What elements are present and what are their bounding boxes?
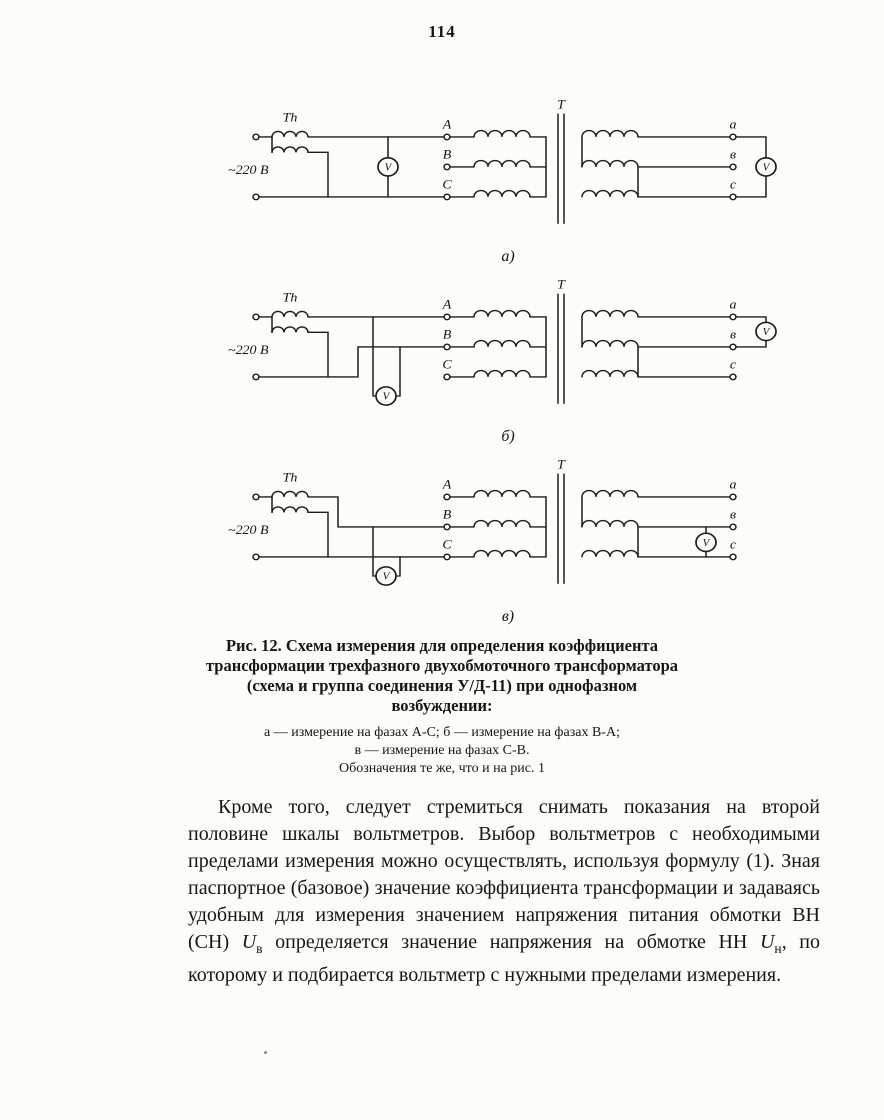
phase-a-label: А (442, 477, 452, 492)
phase-b-label: В (442, 147, 452, 162)
notes-line: в — измерение на фазах С-В. (354, 743, 530, 758)
phase-c-label: С (442, 357, 452, 372)
voltmeter-left-label: V (382, 392, 390, 403)
diagram-b-wiring (253, 294, 766, 403)
diagram-v-label: в) (501, 608, 515, 625)
figure-12 (0, 96, 884, 778)
secondary-c-label: с (729, 177, 737, 192)
notes-line: а — измерение на фазах А-С; б — измерение на фазах В-А; (264, 725, 620, 740)
secondary-a-label: а (729, 477, 737, 492)
caption-line: Рис. 12. Схема измерения для определения коэффициента (225, 636, 659, 655)
phase-b-label: В (442, 507, 452, 522)
diagram-v-wiring (253, 474, 736, 583)
figure-caption (0, 636, 884, 716)
secondary-c-label: с (729, 357, 737, 372)
diagram-block-a (228, 96, 788, 266)
core-label: Т (557, 97, 565, 112)
u-n-symbol: U (759, 931, 775, 953)
secondary-b-label: в (729, 147, 737, 162)
autotransformer-label: Тh (282, 110, 298, 125)
voltmeter-right-icon (756, 322, 776, 340)
phase-c-label: С (442, 537, 452, 552)
caption-line: (схема и группа соединения У/Д-11) при однофазном (246, 676, 638, 695)
voltmeter-right-icon (756, 158, 776, 176)
circuit-diagram-v (228, 456, 788, 606)
supply-label: ~220 В (228, 162, 269, 178)
u-v-symbol: U (241, 931, 257, 953)
circuit-diagram-a (228, 96, 788, 246)
voltmeter-left-icon (376, 387, 396, 405)
supply-label: ~220 В (228, 342, 269, 358)
voltmeter-right-label: V (702, 538, 710, 549)
supply-label: ~220 В (228, 522, 269, 538)
body-part2: определяется значение напряжения на обмотке НН (262, 931, 760, 953)
caption-line: возбуждении: (391, 696, 493, 715)
circuit-diagram-b (228, 276, 788, 426)
autotransformer-label: Тh (282, 470, 298, 485)
voltmeter-left-label: V (382, 572, 390, 583)
notes-line: Обозначения те же, что и на рис. 1 (338, 761, 545, 776)
body-part3: , по которому и подбирается вольтметр с нужными пределами измерения. (188, 931, 820, 986)
core-label: Т (557, 457, 565, 472)
autotransformer-label: Тh (282, 290, 298, 305)
u-n-subscript: н (774, 941, 782, 956)
phase-a-label: А (442, 297, 452, 312)
diagram-a-wiring (253, 114, 766, 223)
secondary-a-label: а (729, 297, 737, 312)
voltmeter-right-label: V (762, 162, 770, 174)
figure-caption-notes (0, 724, 884, 778)
phase-a-label: А (442, 117, 452, 132)
core-label: Т (557, 277, 565, 292)
page-number: 114 (428, 22, 456, 41)
secondary-b-label: в (729, 507, 737, 522)
secondary-b-label: в (729, 327, 737, 342)
diagram-a-label: а) (501, 248, 515, 265)
diagram-block-b (228, 276, 788, 446)
u-v-subscript: в (256, 941, 263, 956)
diagram-block-v (228, 456, 788, 626)
voltmeter-right-icon (696, 533, 716, 551)
voltmeter-left-icon (376, 567, 396, 585)
voltmeter-left-label: V (384, 162, 392, 174)
body-part1: Кроме того, следует стремиться снимать показания на второй половине шкалы вольтметров. Выбор вольтметров с необходимыми пределами измерения можно осуществлять, используя формулу (1). Зная паспортное (базовое) значение коэффициента трансформации и задаваясь удобным для измерения значением напряжения питания обмотки ВН (СН) (188, 796, 820, 953)
voltmeter-left-icon (378, 158, 398, 176)
diagram-b-label: б) (501, 428, 515, 445)
phase-c-label: С (442, 177, 452, 192)
caption-line: трансформации трехфазного двухобмоточного трансформатора (205, 656, 679, 675)
scan-speckle (264, 1051, 267, 1054)
voltmeter-right-label: V (762, 327, 770, 338)
body-paragraph (188, 794, 820, 989)
secondary-a-label: а (729, 117, 737, 132)
phase-b-label: В (442, 327, 452, 342)
secondary-c-label: с (729, 537, 737, 552)
